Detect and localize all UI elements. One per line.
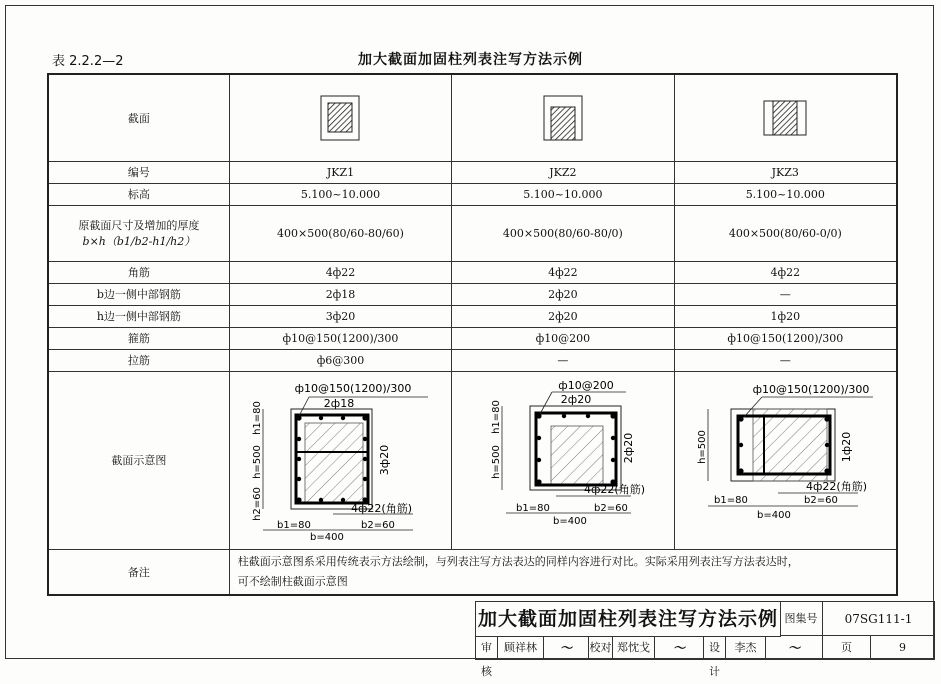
h-label: h=500 [697, 429, 709, 464]
section-thumb-icon [763, 100, 807, 136]
checker-signature: 〜 [655, 636, 704, 660]
section-thumb-icon [543, 95, 583, 141]
design-label: 设计 [704, 636, 726, 660]
section-diagram-svg [456, 372, 670, 546]
b2-label: b2=60 [804, 494, 839, 506]
cell: 400×500(80/60-80/0) [452, 205, 674, 261]
b2-label: b2=60 [361, 519, 396, 531]
row-label: 拉筋 [48, 349, 229, 371]
b-side-label: 2ф20 [560, 392, 592, 406]
title-block-title: 加大截面加固柱列表注写方法示例 [476, 602, 781, 637]
cell: ф10@150(1200)/300 [229, 327, 451, 349]
h-label: h=500 [252, 444, 264, 479]
corner-label: 4ф22(角筋) [583, 482, 645, 496]
row-label: 截面 [48, 74, 229, 161]
b1-label: b1=80 [515, 502, 550, 514]
h1-label: h1=80 [490, 399, 502, 434]
b2-label: b2=60 [593, 502, 628, 514]
b1-label: b1=80 [714, 494, 749, 506]
cell: 5.100~10.000 [229, 183, 451, 205]
cell: ф10@200 [452, 327, 674, 349]
row-label: 备注 [48, 549, 229, 595]
row-label: b边一侧中部钢筋 [48, 283, 229, 305]
h-side-label: 3ф20 [378, 444, 392, 475]
page-number: 9 [871, 636, 935, 660]
row-label: h边一侧中部钢筋 [48, 305, 229, 327]
cell: 2ф18 [229, 283, 451, 305]
cell: — [452, 349, 674, 371]
table-row [48, 161, 897, 183]
b-label: b=400 [552, 515, 587, 527]
cell: 3ф20 [229, 305, 451, 327]
section-diagram-jkz1 [229, 371, 451, 549]
section-diagram-svg [678, 372, 892, 546]
cell: 5.100~10.000 [452, 183, 674, 205]
cell: 2ф20 [452, 305, 674, 327]
cell: ф6@300 [229, 349, 451, 371]
cell: 1ф20 [674, 305, 897, 327]
section-thumb-jkz1 [229, 74, 451, 161]
table-number: 表 2.2.2—2 [52, 54, 124, 69]
cell: 4ф22 [452, 261, 674, 283]
cell: JKZ2 [452, 161, 674, 183]
h-side-label: 2ф20 [621, 432, 635, 463]
table-row [48, 549, 897, 595]
table-row [48, 205, 897, 261]
b-label: b=400 [310, 531, 345, 543]
corner-label: 4ф22(角筋) [351, 501, 413, 515]
page-label: 页 [823, 636, 871, 660]
cell: JKZ1 [229, 161, 451, 183]
cell: — [674, 349, 897, 371]
table-row [48, 261, 897, 283]
remark-text [229, 549, 897, 595]
section-diagram-jkz2 [452, 371, 674, 549]
section-diagram-jkz3 [674, 371, 897, 549]
row-label: 角筋 [48, 261, 229, 283]
row-label: 箍筋 [48, 327, 229, 349]
stirrup-label: ф10@150(1200)/300 [752, 382, 870, 396]
row-label-line2: b×h（b1/b2-h1/h2） [82, 235, 196, 248]
checker-name: 郑忱戈 [613, 636, 655, 660]
column-table [47, 73, 898, 596]
cell: JKZ3 [674, 161, 897, 183]
h1-label: h1=80 [252, 400, 264, 435]
table-row [48, 371, 897, 549]
section-thumb-jkz2 [452, 74, 674, 161]
remark-line1: 柱截面示意图系采用传统表示方法绘制，与列表注写方法表达的同样内容进行对比。实际采用列表注写方法表达时， [237, 554, 799, 568]
b-side-label: 2ф18 [324, 396, 355, 410]
cell: 4ф22 [674, 261, 897, 283]
atlas-number: 07SG111-1 [823, 602, 935, 636]
designer-name: 李杰 [726, 636, 766, 660]
row-label [48, 205, 229, 261]
h-side-label: 1ф20 [840, 431, 854, 462]
cell: 2ф20 [452, 283, 674, 305]
cell: ф10@150(1200)/300 [674, 327, 897, 349]
row-label: 截面示意图 [48, 371, 229, 549]
corner-label: 4ф22(角筋) [806, 479, 868, 493]
cell: — [674, 283, 897, 305]
h-label: h=500 [490, 444, 502, 479]
b-label: b=400 [757, 509, 792, 521]
table-title: 加大截面加固柱列表注写方法示例 [358, 52, 583, 68]
stirrup-label: ф10@150(1200)/300 [295, 381, 412, 395]
check-label: 校对 [589, 636, 613, 660]
atlas-label: 图集号 [780, 602, 823, 636]
table-row [48, 183, 897, 205]
h2-label: h2=60 [252, 486, 264, 521]
table-row [48, 74, 897, 161]
designer-signature: 〜 [766, 636, 823, 660]
cell: 5.100~10.000 [674, 183, 897, 205]
cell: 4ф22 [229, 261, 451, 283]
table-row [48, 283, 897, 305]
title-block [475, 601, 935, 678]
table-row [48, 327, 897, 349]
review-label: 审核 [476, 636, 498, 660]
section-thumb-jkz3 [674, 74, 897, 161]
b1-label: b1=80 [277, 519, 312, 531]
row-label-line1: 原截面尺寸及增加的厚度 [78, 219, 200, 232]
reviewer-name: 顾祥林 [498, 636, 544, 660]
section-diagram-svg [233, 372, 447, 546]
stirrup-label: ф10@200 [558, 378, 614, 392]
row-label: 标高 [48, 183, 229, 205]
reviewer-signature: 〜 [544, 636, 589, 660]
cell: 400×500(80/60-0/0) [674, 205, 897, 261]
row-label: 编号 [48, 161, 229, 183]
cell: 400×500(80/60-80/60) [229, 205, 451, 261]
table-row [48, 305, 897, 327]
section-thumb-icon [320, 95, 360, 141]
remark-line2: 可不绘制柱截面示意图 [237, 574, 348, 588]
table-row [48, 349, 897, 371]
